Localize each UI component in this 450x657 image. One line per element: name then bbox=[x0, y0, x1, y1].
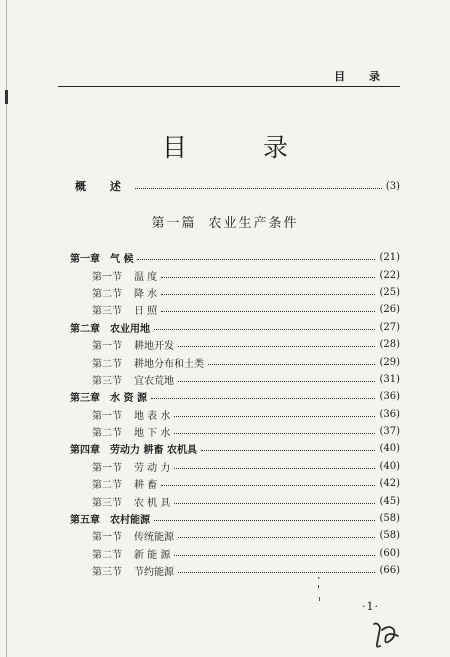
dot-leader bbox=[174, 433, 375, 434]
section-title: 地 下 水 bbox=[134, 428, 171, 440]
toc-section-row bbox=[70, 492, 400, 509]
chapter-title: 气 候 bbox=[110, 254, 134, 266]
toc-section-row bbox=[70, 423, 400, 440]
dot-leader bbox=[154, 329, 375, 330]
section-title: 劳 动 力 bbox=[134, 462, 171, 474]
toc-chapter-row bbox=[70, 249, 400, 266]
section-number: 第一节 bbox=[92, 462, 122, 474]
overview-page: (3) bbox=[385, 180, 400, 192]
toc-section-row bbox=[70, 336, 400, 353]
dot-leader bbox=[178, 381, 375, 382]
handwritten-mark-icon bbox=[368, 618, 402, 656]
section-page: (42) bbox=[379, 478, 400, 490]
toc-chapter-row bbox=[70, 388, 400, 405]
section-page: (66) bbox=[379, 565, 400, 577]
toc-section-row bbox=[70, 266, 400, 283]
section-number: 第二节 bbox=[92, 288, 122, 300]
section-number: 第三节 bbox=[92, 567, 122, 579]
chapter-page: (21) bbox=[379, 252, 400, 264]
section-number: 第二节 bbox=[92, 428, 122, 440]
toc-section-row bbox=[70, 406, 400, 423]
chapter-number: 第四章 bbox=[70, 445, 100, 457]
toc-section-row bbox=[70, 301, 400, 318]
section-number: 第三节 bbox=[92, 497, 122, 509]
dot-leader bbox=[174, 503, 375, 504]
section-page: (29) bbox=[379, 356, 400, 368]
part-title: 农业生产条件 bbox=[208, 216, 299, 231]
dot-leader bbox=[161, 277, 375, 278]
section-title: 日 照 bbox=[134, 306, 158, 318]
toc-chapter-row bbox=[70, 440, 400, 457]
chapter-page: (36) bbox=[379, 391, 400, 403]
section-title: 耕 畜 bbox=[134, 480, 158, 492]
section-page: (40) bbox=[379, 460, 400, 472]
section-title: 宜农荒地 bbox=[134, 375, 174, 387]
dot-leader bbox=[208, 364, 375, 365]
dot-leader bbox=[178, 572, 375, 573]
section-number: 第一节 bbox=[92, 410, 122, 422]
chapter-title: 农业用地 bbox=[110, 323, 150, 335]
section-title: 新 能 源 bbox=[134, 549, 171, 561]
dot-leader bbox=[161, 485, 375, 486]
section-number: 第三节 bbox=[92, 375, 122, 387]
page-number: ·1· bbox=[362, 600, 379, 613]
toc-section-row bbox=[70, 371, 400, 388]
section-page: (22) bbox=[379, 269, 400, 281]
section-title: 节约能源 bbox=[134, 567, 174, 579]
running-head-text: 目 录 bbox=[334, 70, 390, 83]
section-number: 第二节 bbox=[92, 480, 122, 492]
dot-leader bbox=[161, 311, 375, 312]
chapter-number: 第二章 bbox=[70, 323, 100, 335]
section-page: (28) bbox=[379, 339, 400, 351]
dot-leader bbox=[174, 468, 375, 469]
chapter-number: 第一章 bbox=[70, 254, 100, 266]
section-number: 第三节 bbox=[92, 306, 122, 318]
chapter-number: 第三章 bbox=[70, 393, 100, 405]
dot-leader bbox=[154, 520, 375, 521]
section-page: (26) bbox=[379, 304, 400, 316]
section-page: (45) bbox=[379, 495, 400, 507]
overview-label: 概 述 bbox=[75, 180, 131, 193]
toc-section-row bbox=[70, 353, 400, 370]
section-title: 耕地开发 bbox=[134, 341, 174, 353]
dot-leader bbox=[135, 188, 382, 189]
dot-leader bbox=[201, 450, 376, 451]
section-page: (36) bbox=[379, 408, 400, 420]
section-title: 地 表 水 bbox=[134, 410, 171, 422]
section-page: (58) bbox=[379, 530, 400, 542]
chapter-title: 农村能源 bbox=[110, 515, 150, 527]
toc-section-row bbox=[70, 562, 400, 579]
section-title: 耕地分布和土类 bbox=[134, 358, 204, 370]
toc-chapter-row bbox=[70, 510, 400, 527]
section-page: (37) bbox=[379, 426, 400, 438]
section-page: (25) bbox=[379, 286, 400, 298]
dot-leader bbox=[178, 346, 375, 347]
toc-section-row bbox=[70, 475, 400, 492]
dot-leader bbox=[137, 259, 375, 260]
chapter-page: (40) bbox=[379, 443, 400, 455]
chapter-title: 水 资 源 bbox=[110, 393, 147, 405]
chapter-number: 第五章 bbox=[70, 515, 100, 527]
section-number: 第一节 bbox=[92, 341, 122, 353]
chapter-title: 劳动力 耕畜 农机具 bbox=[110, 445, 197, 457]
part-number: 第一篇 bbox=[151, 216, 197, 231]
dot-leader bbox=[174, 555, 375, 556]
toc-chapter-row bbox=[70, 319, 400, 336]
dot-leader bbox=[174, 416, 375, 417]
toc-section-row bbox=[70, 458, 400, 475]
part-heading bbox=[0, 212, 450, 231]
toc-section-row bbox=[70, 545, 400, 562]
toc-entry-overview bbox=[75, 178, 400, 194]
section-title: 传统能源 bbox=[134, 532, 174, 544]
section-title: 温 度 bbox=[134, 271, 158, 283]
chapter-page: (27) bbox=[379, 321, 400, 333]
chapter-page: (58) bbox=[379, 513, 400, 525]
dot-leader bbox=[151, 398, 376, 399]
dot-leader bbox=[161, 294, 375, 295]
toc-list bbox=[70, 249, 400, 579]
running-head bbox=[58, 62, 400, 87]
section-number: 第二节 bbox=[92, 358, 122, 370]
section-page: (31) bbox=[379, 373, 400, 385]
section-title: 降 水 bbox=[134, 288, 158, 300]
page-title: 目 录 bbox=[162, 133, 322, 162]
toc-section-row bbox=[70, 284, 400, 301]
section-number: 第一节 bbox=[92, 271, 122, 283]
page-edge-mark bbox=[5, 90, 8, 104]
dot-leader bbox=[178, 537, 375, 538]
scan-specks bbox=[310, 575, 350, 619]
section-page: (60) bbox=[379, 547, 400, 559]
section-title: 农 机 具 bbox=[134, 497, 171, 509]
section-number: 第二节 bbox=[92, 549, 122, 561]
toc-section-row bbox=[70, 527, 400, 544]
section-number: 第一节 bbox=[92, 532, 122, 544]
